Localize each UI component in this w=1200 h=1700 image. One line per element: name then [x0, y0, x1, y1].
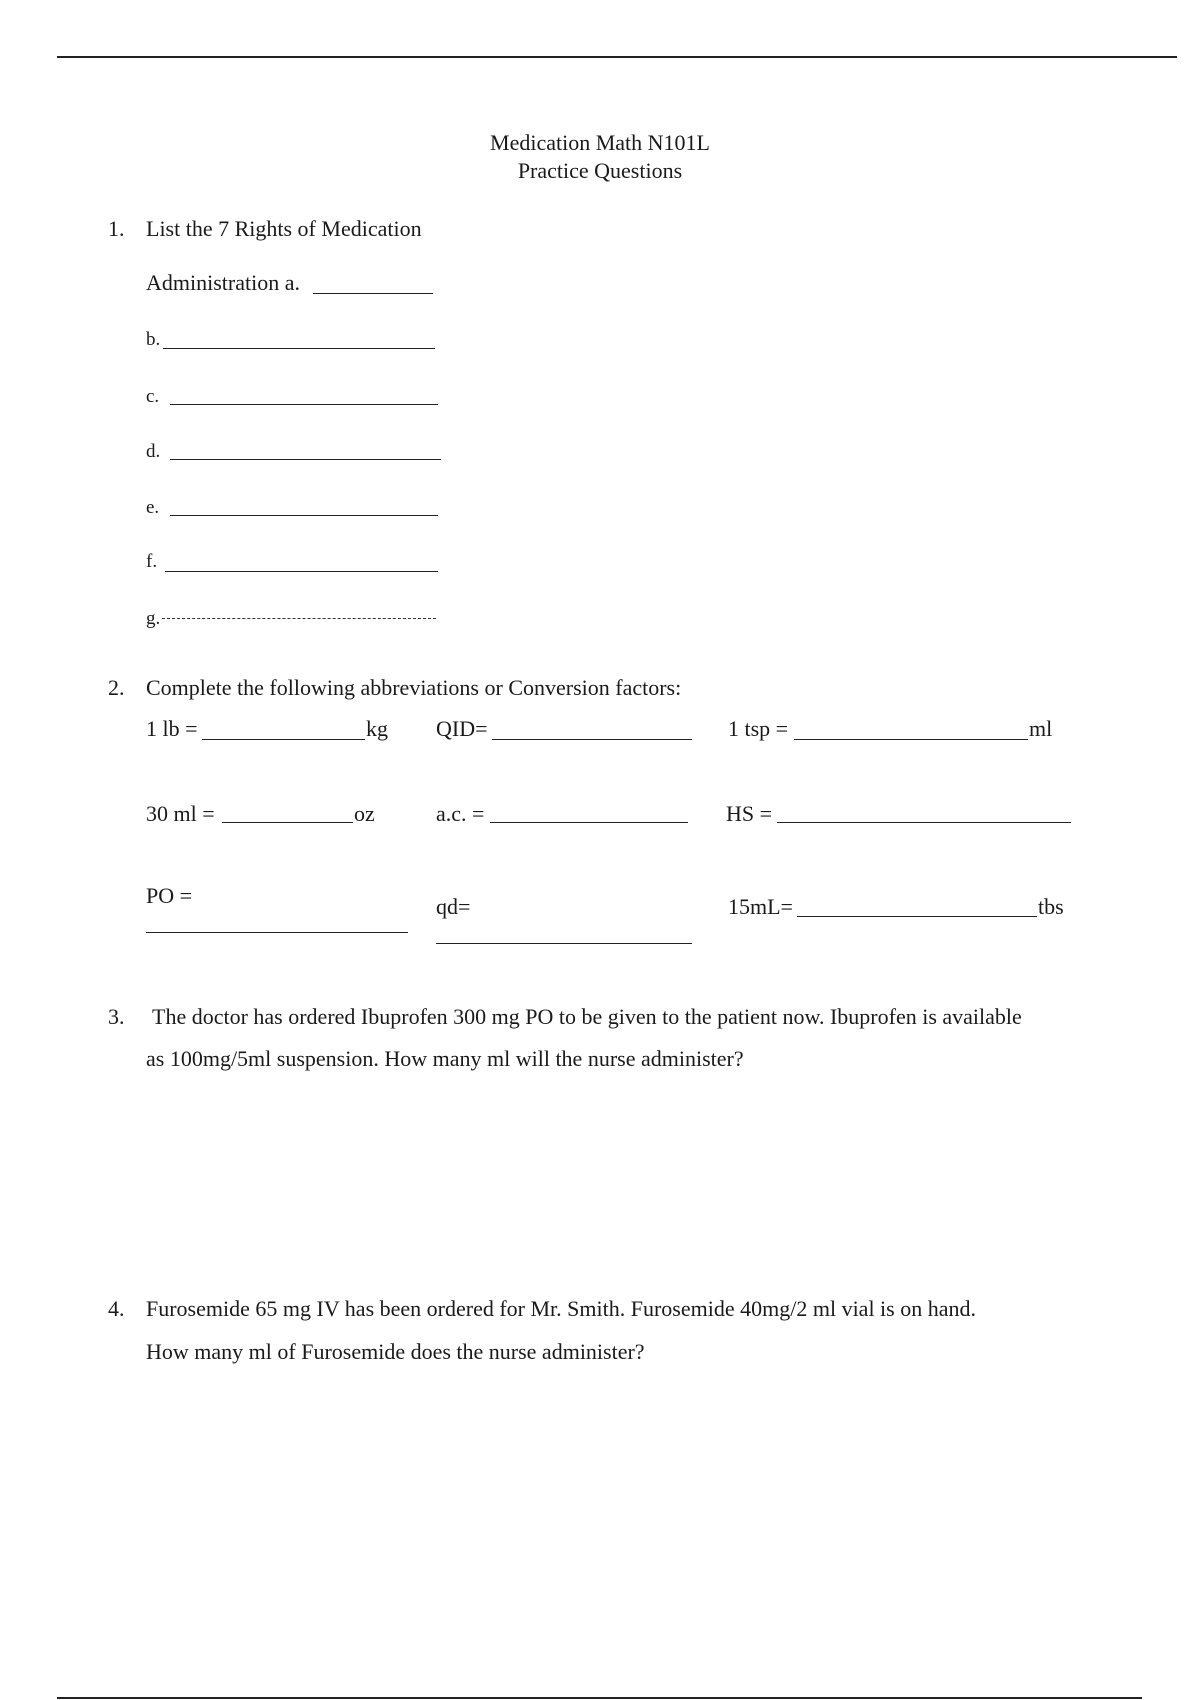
q2-hs-blank[interactable]: [777, 822, 1071, 823]
q4-text-line1: Furosemide 65 mg IV has been ordered for Mr. Smith. Furosemide 40mg/2 ml vial is on hand.: [146, 1296, 976, 1321]
q1-item-d-label: d.: [146, 441, 161, 462]
q4-text-line2: How many ml of Furosemide does the nurse administer?: [146, 1339, 645, 1364]
q2-30ml-blank[interactable]: [222, 822, 353, 823]
q3-text-line2: as 100mg/5ml suspension. How many ml will the nurse administer?: [146, 1046, 744, 1071]
q2-30ml-unit: oz: [354, 801, 375, 826]
q2-hs-label: HS =: [726, 801, 773, 826]
q2-qid-blank[interactable]: [492, 739, 692, 740]
q1-item-f-label: f.: [146, 551, 158, 572]
header-rule: [57, 56, 1177, 58]
q2-qd-label: qd=: [436, 894, 471, 919]
q1-item-c-blank[interactable]: [170, 404, 438, 405]
q2-po-label: PO =: [146, 883, 193, 908]
q2-tsp-label: 1 tsp =: [728, 716, 789, 741]
q1-item-f-blank[interactable]: [165, 571, 438, 572]
q2-text: Complete the following abbreviations or Conversion factors:: [146, 675, 682, 700]
q1-item-d-blank[interactable]: [170, 459, 441, 460]
q1-item-g-blank[interactable]: [162, 618, 436, 619]
q2-qd-blank[interactable]: [436, 943, 692, 944]
q2-tsp-blank[interactable]: [794, 739, 1028, 740]
q2-30ml-label: 30 ml =: [146, 801, 215, 826]
q1-number: 1.: [108, 216, 125, 241]
q2-ac-label: a.c. =: [436, 801, 485, 826]
worksheet-title: Medication Math N101L: [490, 130, 710, 155]
q1-item-a-blank[interactable]: [313, 293, 433, 294]
q2-po-blank[interactable]: [146, 932, 408, 933]
q2-lb-blank[interactable]: [202, 739, 365, 740]
worksheet-subtitle: Practice Questions: [517, 158, 683, 183]
q2-ac-blank[interactable]: [490, 822, 688, 823]
q2-15ml-blank[interactable]: [797, 916, 1037, 917]
q1-item-e-blank[interactable]: [170, 515, 438, 516]
q1-item-g-label: g.: [146, 608, 161, 629]
q2-qid-label: QID=: [436, 716, 488, 741]
q1-item-b-label: b.: [146, 329, 161, 350]
q3-number: 3.: [108, 1004, 125, 1029]
q2-tsp-unit: ml: [1029, 716, 1053, 741]
footer-rule: [57, 1697, 1142, 1699]
q1-item-a-label: Administration a.: [146, 270, 300, 295]
q1-item-e-label: e.: [146, 497, 160, 518]
q1-item-b-blank[interactable]: [163, 348, 435, 349]
q2-lb-unit: kg: [366, 716, 388, 741]
q1-item-c-label: c.: [146, 386, 160, 407]
q4-number: 4.: [108, 1296, 125, 1321]
q1-text: List the 7 Rights of Medication: [146, 216, 422, 241]
q3-text-line1: The doctor has ordered Ibuprofen 300 mg PO to be given to the patient now. Ibuprofen is available: [152, 1004, 1022, 1029]
q2-lb-label: 1 lb =: [146, 716, 198, 741]
q2-15ml-unit: tbs: [1038, 894, 1064, 919]
q2-number: 2.: [108, 675, 125, 700]
q2-15ml-label: 15mL=: [728, 894, 793, 919]
